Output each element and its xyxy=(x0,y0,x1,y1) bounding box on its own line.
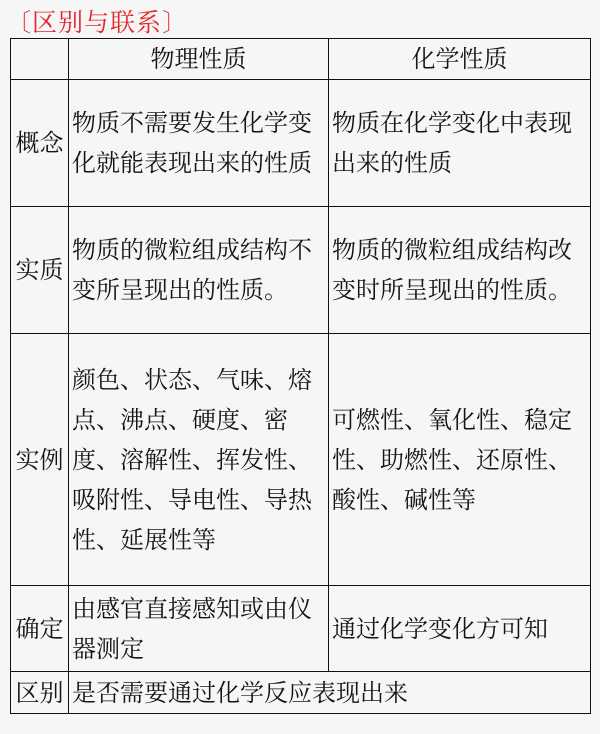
row-label-examples: 实例 xyxy=(11,334,69,586)
header-empty-cell xyxy=(11,39,69,80)
header-physical-properties: 物理性质 xyxy=(69,39,329,80)
table-row-examples xyxy=(11,334,591,586)
section-heading xyxy=(6,4,590,38)
table-row-determination xyxy=(11,586,591,672)
table-header-row xyxy=(11,39,591,80)
heading-close-bracket: 〕 xyxy=(162,8,189,37)
table-row-concept xyxy=(11,80,591,207)
table-row-difference xyxy=(11,672,591,714)
row-label-determination: 确定 xyxy=(11,586,69,672)
chemical-concept-cell: 物质在化学变化中表现出来的性质 xyxy=(329,80,591,207)
row-label-concept: 概念 xyxy=(11,80,69,207)
physical-determination-cell: 由感官直接感知或由仪器测定 xyxy=(69,586,329,672)
table-row-essence xyxy=(11,207,591,334)
physical-essence-cell: 物质的微粒组成结构不变所呈现出的性质。 xyxy=(69,207,329,334)
row-label-difference: 区别 xyxy=(11,672,69,714)
physical-examples-cell: 颜色、状态、气味、熔点、沸点、硬度、密度、溶解性、挥发性、吸附性、导电性、导热性、延展性等 xyxy=(69,334,329,586)
row-label-essence: 实质 xyxy=(11,207,69,334)
chemical-essence-cell: 物质的微粒组成结构改变时所呈现出的性质。 xyxy=(329,207,591,334)
heading-open-bracket: 〔 xyxy=(6,8,33,37)
chemical-examples-cell: 可燃性、氧化性、稳定性、助燃性、还原性、酸性、碱性等 xyxy=(329,334,591,586)
physical-concept-cell: 物质不需要发生化学变化就能表现出来的性质 xyxy=(69,80,329,207)
header-chemical-properties: 化学性质 xyxy=(329,39,591,80)
chemical-determination-cell: 通过化学变化方可知 xyxy=(329,586,591,672)
heading-text: 区别与联系 xyxy=(32,8,163,37)
properties-table xyxy=(10,38,591,714)
difference-merged-cell: 是否需要通过化学反应表现出来 xyxy=(69,672,591,714)
